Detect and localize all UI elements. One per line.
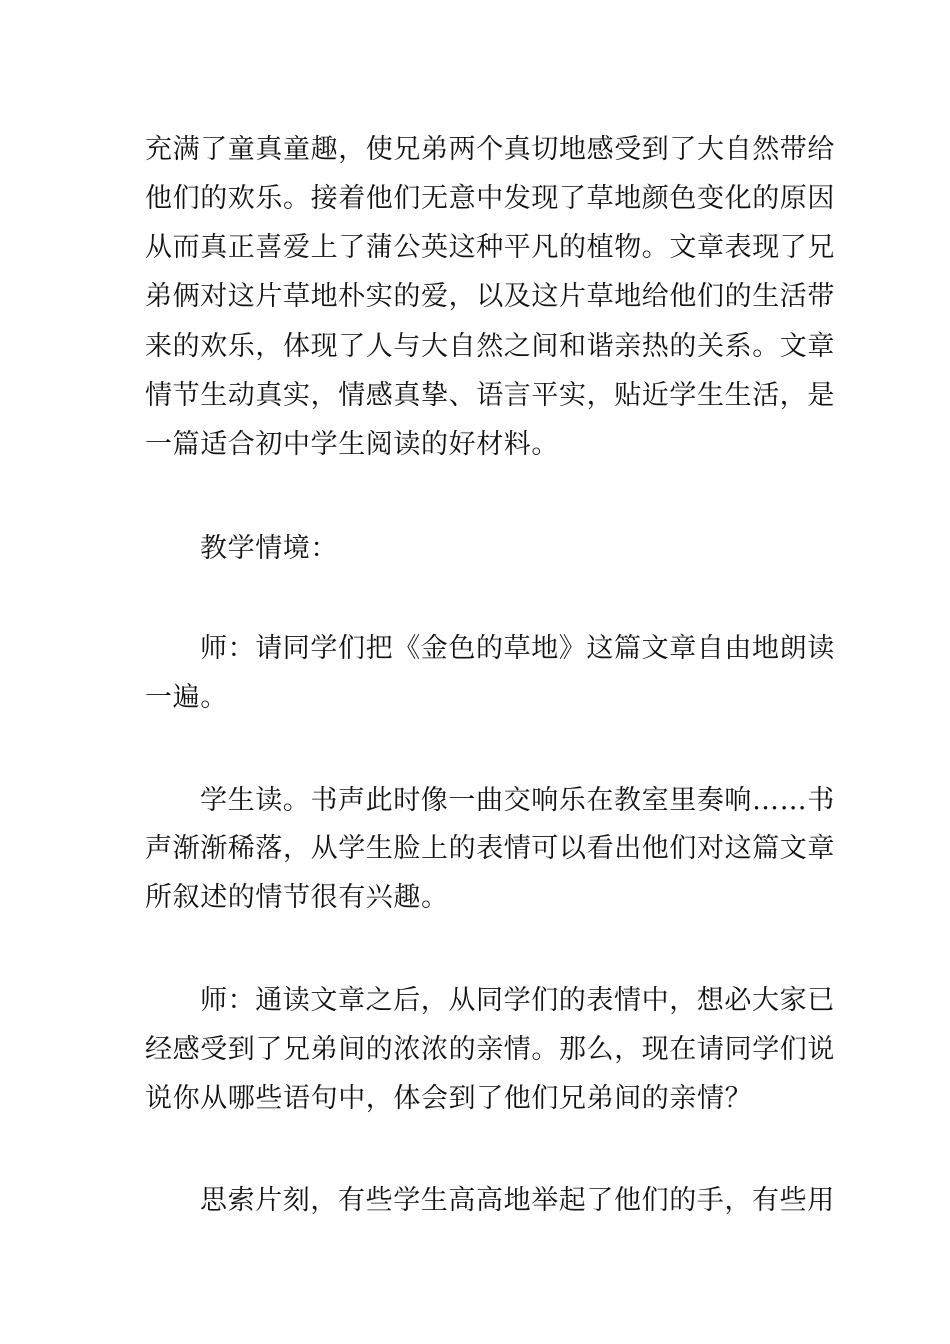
paragraph-line: 一篇适合初中学生阅读的好材料。 xyxy=(145,429,559,460)
paragraph-line: 充满了童真童趣，使兄弟两个真切地感受到了大自然带给 xyxy=(145,134,835,165)
paragraph-line: 所叙述的情节很有兴趣。 xyxy=(145,882,449,913)
paragraph-line: 学生读。书声此时像一曲交响乐在教室里奏响……书 xyxy=(200,785,835,816)
paragraph-line: 思索片刻，有些学生高高地举起了他们的手，有些用 xyxy=(200,1185,835,1216)
paragraph-line: 经感受到了兄弟间的浓浓的亲情。那么，现在请同学们说 xyxy=(145,1034,835,1065)
paragraph-line: 情节生动真实，情感真挚、语言平实，贴近学生生活，是 xyxy=(145,380,835,411)
section-heading: 教学情境： xyxy=(200,533,338,564)
paragraph-line: 弟俩对这片草地朴实的爱，以及这片草地给他们的生活带 xyxy=(145,281,835,312)
paragraph-line: 说你从哪些语句中，体会到了他们兄弟间的亲情？ xyxy=(145,1083,753,1114)
paragraph-line: 从而真正喜爱上了蒲公英这种平凡的植物。文章表现了兄 xyxy=(145,232,835,263)
paragraph-line: 师：通读文章之后，从同学们的表情中，想必大家已 xyxy=(200,985,835,1016)
paragraph-line: 来的欢乐，体现了人与大自然之间和谐亲热的关系。文章 xyxy=(145,331,835,362)
paragraph-line: 声渐渐稀落，从学生脸上的表情可以看出他们对这篇文章 xyxy=(145,833,835,864)
paragraph-line: 他们的欢乐。接着他们无意中发现了草地颜色变化的原因 xyxy=(145,183,835,214)
paragraph-line: 师：请同学们把《金色的草地》这篇文章自由地朗读 xyxy=(200,633,835,664)
paragraph-line: 一遍。 xyxy=(145,682,228,713)
